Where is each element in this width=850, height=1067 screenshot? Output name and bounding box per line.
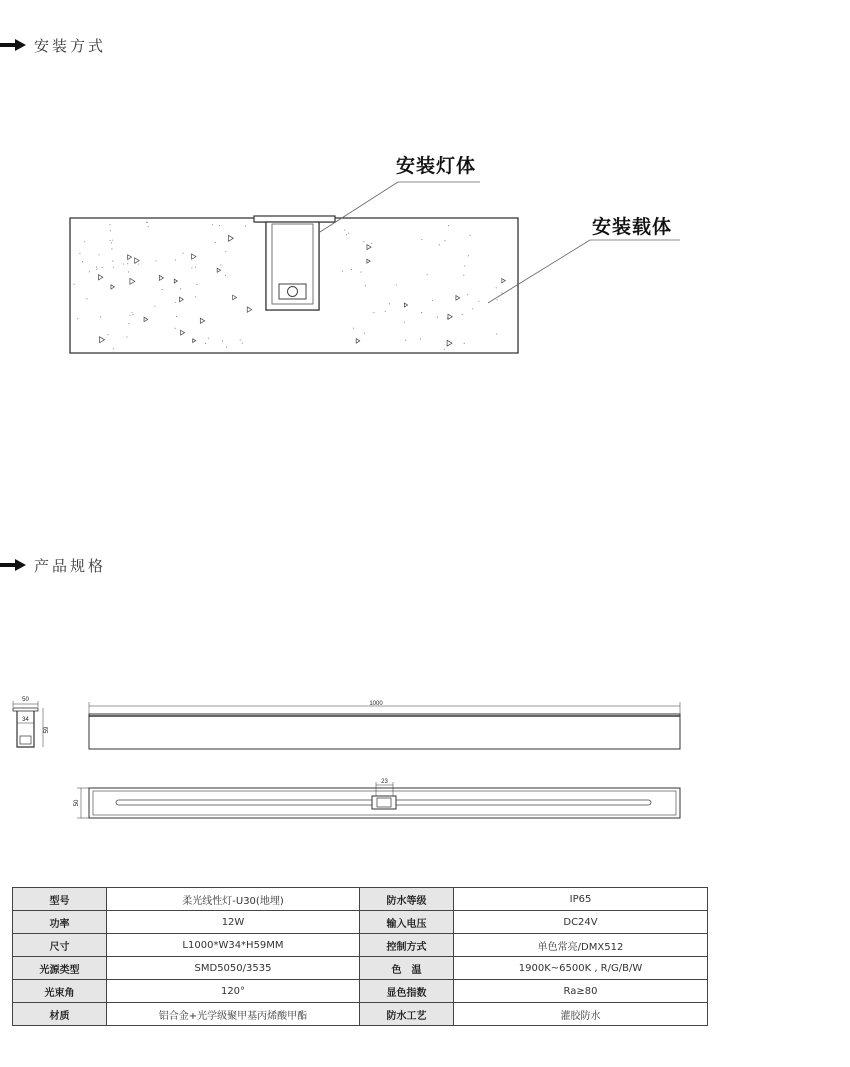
texture-dot [154, 306, 155, 307]
spec-label: 显色指数 [360, 980, 454, 1003]
spec-label: 光源类型 [13, 957, 107, 980]
spec-label: 尺寸 [13, 934, 107, 957]
texture-dot [396, 284, 397, 285]
texture-dot [371, 243, 372, 244]
texture-dot [195, 296, 196, 297]
texture-dot [212, 224, 213, 225]
texture-dot [129, 315, 130, 316]
texture-mark [200, 318, 204, 323]
spec-label: 防水等级 [360, 888, 454, 911]
table-row [13, 980, 708, 1003]
texture-mark [181, 330, 185, 335]
table-row [13, 888, 708, 911]
texture-dot [96, 269, 97, 270]
texture-dot [191, 267, 192, 268]
texture-dot [405, 340, 406, 341]
spec-value: 铝合金+光学级聚甲基丙烯酸甲酯 [107, 1003, 360, 1026]
profile-width-dim: 50 [22, 697, 29, 703]
texture-dot [175, 302, 176, 303]
spec-value: IP65 [454, 888, 708, 911]
texture-dot [109, 224, 110, 225]
texture-dot [175, 328, 176, 329]
texture-dot [463, 275, 464, 276]
texture-dot [344, 230, 345, 231]
texture-dot [468, 255, 469, 256]
texture-dot [77, 318, 78, 319]
substrate-callout-label: 安装载体 [592, 216, 673, 238]
texture-dot [112, 240, 113, 241]
texture-dot [245, 226, 246, 227]
texture-dot [444, 349, 445, 350]
texture-dot [111, 242, 112, 243]
spec-label: 功率 [13, 911, 107, 934]
texture-dot [113, 348, 114, 349]
texture-dot [496, 333, 497, 334]
texture-dot [195, 267, 196, 268]
spec-label: 控制方式 [360, 934, 454, 957]
texture-dot [342, 271, 343, 272]
texture-dot [497, 299, 498, 300]
texture-dot [180, 288, 181, 289]
spec-value: DC24V [454, 911, 708, 934]
install-section-title: 安装方式 [34, 36, 107, 55]
side-view [89, 701, 680, 749]
texture-dot [348, 233, 349, 234]
texture-mark [179, 297, 183, 302]
texture-dot [107, 334, 108, 335]
texture-dot [109, 240, 110, 241]
table-row [13, 1003, 708, 1026]
texture-mark [502, 279, 505, 283]
texture-dot [373, 312, 374, 313]
texture-mark [159, 275, 163, 280]
texture-dot [240, 340, 241, 341]
texture-dot [215, 242, 216, 243]
texture-mark [144, 317, 148, 321]
table-row [13, 934, 708, 957]
texture-dot [421, 239, 422, 240]
spec-label: 材质 [13, 1003, 107, 1026]
texture-dot [102, 267, 103, 268]
texture-mark [130, 278, 135, 284]
top-view-width-dim: 50 [74, 799, 80, 807]
texture-dot [175, 259, 176, 260]
texture-dot [242, 343, 243, 344]
texture-dot [220, 264, 221, 265]
texture-dot [96, 266, 97, 267]
substrate-leader-line [488, 240, 590, 303]
texture-dot [128, 323, 129, 324]
spec-value: Ra≥80 [454, 980, 708, 1003]
spec-label: 光束角 [13, 980, 107, 1003]
table-row [13, 957, 708, 980]
texture-dot [385, 311, 386, 312]
texture-mark [456, 296, 460, 301]
texture-dot [439, 244, 440, 245]
texture-dot [146, 222, 147, 223]
texture-dot [132, 314, 133, 315]
texture-dot [138, 264, 139, 265]
spec-value: 120° [107, 980, 360, 1003]
texture-dot [131, 312, 132, 313]
fixture-leader-line [320, 182, 398, 232]
texture-dot [478, 301, 479, 302]
texture-mark [98, 275, 102, 280]
texture-dot [472, 308, 473, 309]
texture-dot [222, 341, 223, 342]
texture-dot [225, 251, 226, 252]
texture-dot [462, 314, 463, 315]
texture-dot [501, 292, 502, 293]
texture-dot [110, 230, 111, 231]
texture-dot [100, 316, 101, 317]
spec-section-title: 产品规格 [34, 556, 107, 575]
texture-dot [444, 240, 445, 241]
texture-dot [360, 272, 361, 273]
texture-dot [448, 225, 449, 226]
texture-dot [467, 294, 468, 295]
spec-value: 灌胶防水 [454, 1003, 708, 1026]
spec-value: L1000*W34*H59MM [107, 934, 360, 957]
spec-label: 防水工艺 [360, 1003, 454, 1026]
spec-section-heading [0, 555, 106, 575]
spec-value: 单色常亮/DMX512 [454, 934, 708, 957]
spec-value: SMD5050/3535 [107, 957, 360, 980]
top-view [74, 779, 680, 818]
texture-dot [147, 222, 148, 223]
texture-dot [496, 287, 497, 288]
texture-dot [123, 263, 124, 264]
texture-mark [128, 255, 132, 260]
texture-dot [205, 343, 206, 344]
texture-dot [219, 225, 220, 226]
spec-value: 1900K~6500K , R/G/B/W [454, 957, 708, 980]
texture-mark [233, 295, 237, 300]
texture-dot [353, 328, 354, 329]
profile-height-dim: 59 [44, 726, 50, 734]
texture-dot [364, 333, 365, 334]
spec-label: 型号 [13, 888, 107, 911]
texture-dot [82, 261, 83, 262]
texture-dot [98, 254, 99, 255]
texture-dot [84, 241, 85, 242]
texture-dot [389, 303, 390, 304]
arrow-right-icon [0, 38, 28, 52]
texture-dot [208, 338, 209, 339]
texture-mark [448, 314, 452, 319]
texture-mark [367, 259, 370, 263]
texture-dot [226, 347, 227, 348]
texture-dot [404, 322, 405, 323]
texture-mark [192, 254, 196, 259]
dimension-drawing [0, 690, 850, 830]
texture-mark [404, 303, 407, 307]
texture-dot [363, 241, 364, 242]
fixture-callout-label: 安装灯体 [396, 155, 477, 177]
texture-dot [225, 275, 226, 276]
texture-dot [74, 284, 75, 285]
spec-value: 12W [107, 911, 360, 934]
spec-table [12, 887, 708, 1026]
texture-dot [89, 271, 90, 272]
spec-value: 柔光线性灯-U30(地埋) [107, 888, 360, 911]
texture-dot [111, 248, 112, 249]
texture-dot [196, 284, 197, 285]
texture-dot [112, 261, 113, 262]
texture-dot [421, 312, 422, 313]
install-section-heading [0, 35, 106, 55]
texture-dot [126, 337, 127, 338]
texture-dot [127, 263, 128, 264]
texture-mark [447, 340, 452, 346]
arrow-right-icon [0, 558, 28, 572]
texture-dot [86, 298, 87, 299]
texture-dot [162, 289, 163, 290]
texture-dot [351, 269, 352, 270]
texture-dot [148, 226, 149, 227]
connector-width-dim: 23 [381, 779, 388, 785]
texture-mark [217, 268, 220, 272]
texture-dot [432, 300, 433, 301]
spec-label: 输入电压 [360, 911, 454, 934]
texture-dot [470, 235, 471, 236]
texture-dot [79, 253, 80, 254]
texture-dot [113, 267, 114, 268]
spec-label: 色 温 [360, 957, 454, 980]
texture-mark [135, 258, 140, 263]
installation-diagram [0, 140, 850, 370]
texture-mark [111, 285, 114, 289]
profile-cross-section [13, 697, 50, 747]
texture-dot [420, 339, 421, 340]
texture-mark [100, 337, 105, 343]
texture-mark [193, 339, 196, 343]
texture-mark [174, 279, 177, 283]
profile-inner-width-dim: 34 [22, 717, 29, 723]
texture-mark [247, 307, 251, 312]
texture-dot [464, 343, 465, 344]
texture-dot [183, 253, 184, 254]
table-row [13, 911, 708, 934]
texture-mark [367, 245, 371, 250]
texture-dot [176, 316, 177, 317]
texture-dot [427, 274, 428, 275]
texture-dot [128, 271, 129, 272]
texture-dot [365, 285, 366, 286]
texture-dot [464, 266, 465, 267]
texture-dot [346, 234, 347, 235]
texture-mark [356, 339, 360, 343]
texture-dot [437, 317, 438, 318]
texture-dot [447, 318, 448, 319]
length-dim: 1000 [369, 701, 383, 707]
texture-mark [229, 235, 234, 241]
texture-dot [155, 260, 156, 261]
